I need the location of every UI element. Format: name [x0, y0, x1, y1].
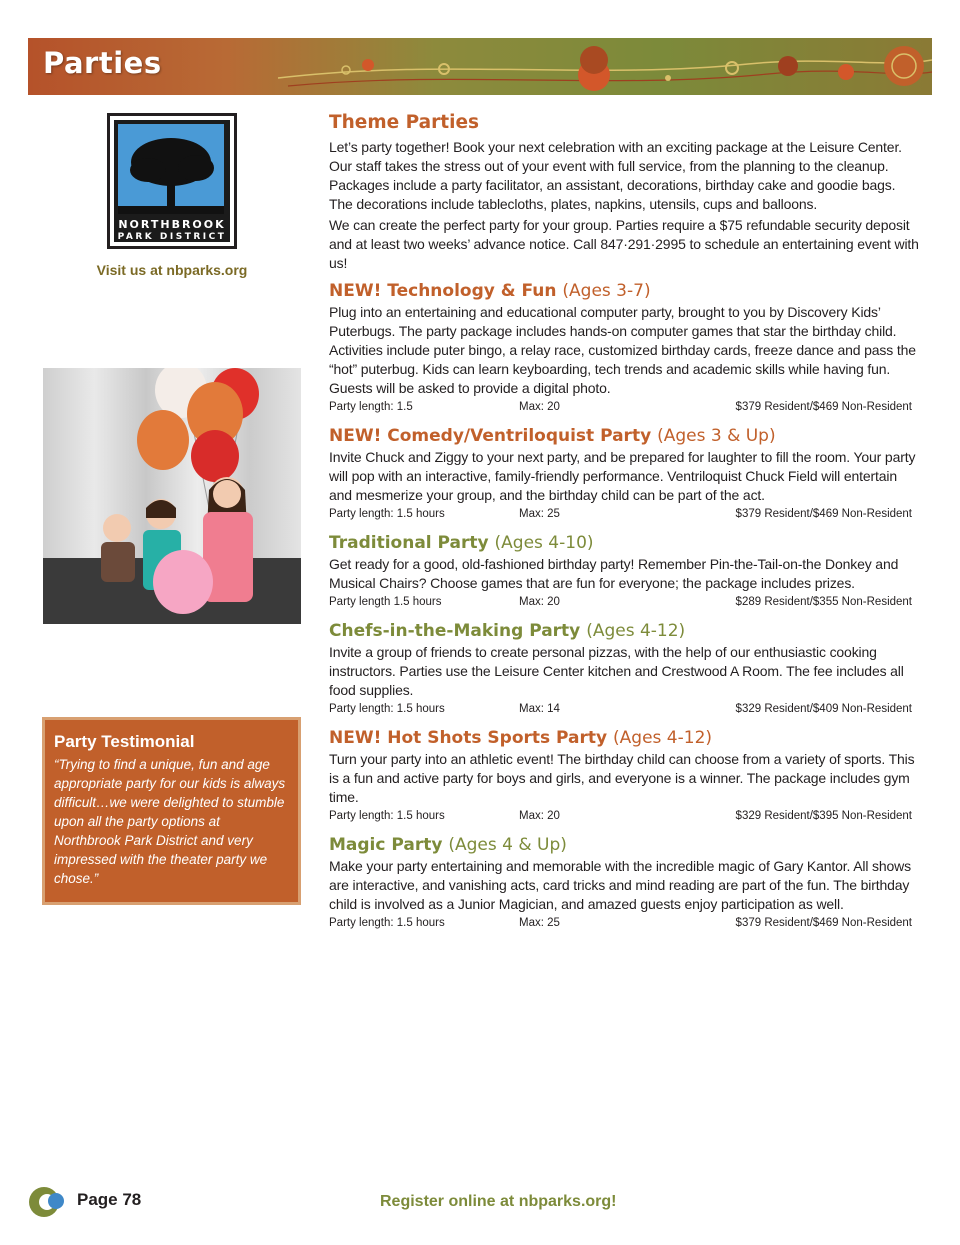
party-details: [329, 595, 919, 613]
main-content: [329, 110, 919, 934]
party-max: Max: 20: [519, 596, 560, 608]
party-description: Make your party entertaining and memorable with the incredible magic of Gary Kantor. All shows are interactive, and vanishing acts, card tricks and mind reading are part of the fun. The birthday child is involved as a Junior Magician, and amazed guests enjoy participation as well.: [329, 858, 911, 912]
testimonial-quote: “Trying to find a unique, fun and age appropriate party for our kids is always difficult…we were delighted to stumble upon all the party options at Northbrook Park District and very impressed with the theater party we chose.”: [54, 757, 286, 886]
party-comedy-ventriloquist: [329, 424, 919, 525]
party-description: Invite Chuck and Ziggy to your next party, and be prepared for laughter to fill the room. Your party will pop with an interactive, family-friendly performance. Ventriloquist Chuck Field will entertain and mesmerize your group, and the birthday child can be part of the act.: [329, 449, 916, 503]
party-price: $379 Resident/$469 Non-Resident: [735, 401, 912, 413]
party-description: Get ready for a good, old-fashioned birthday party! Remember Pin-the-Tail-on-the Donkey and Musical Chairs? Choose games that are fun for everyone; the package includes prizes.: [329, 556, 899, 591]
party-length: Party length: 1.5 hours: [329, 810, 445, 822]
party-ages: (Ages 3 & Up): [657, 426, 776, 446]
logo-text-park-district: PARK DISTRICT: [117, 232, 227, 242]
visit-website-link[interactable]: Visit us at nbparks.org: [96, 262, 248, 278]
party-chefs-in-the-making: [329, 619, 919, 720]
logo-text-northbrook: NORTHBROOK: [118, 218, 226, 231]
party-length: Party length: 1.5: [329, 401, 413, 413]
party-price: $289 Resident/$355 Non-Resident: [735, 596, 912, 608]
party-details: [329, 809, 919, 827]
party-details: [329, 507, 919, 525]
party-price: $379 Resident/$469 Non-Resident: [735, 917, 912, 929]
party-ages: (Ages 4-12): [613, 728, 713, 748]
page-title: Parties: [43, 46, 162, 80]
party-traditional: [329, 531, 919, 613]
intro-paragraph: Let’s party together! Book your next celebration with an exciting package at the Leisure Center. Our staff takes the stress out of your event with full service, from the planning to the cleanup. Packages include a party facilitator, an assistant, decorations, birthday cake and goodie bags. The decorations include tablecloths, plates, napkins, utensils, cups and balloons.: [329, 139, 902, 212]
party-length: Party length 1.5 hours: [329, 596, 442, 608]
party-name: Traditional Party: [329, 533, 489, 553]
party-details: [329, 400, 919, 418]
party-max: Max: 14: [519, 703, 560, 715]
register-online-link[interactable]: Register online at nbparks.org!: [380, 1193, 617, 1210]
party-details: [329, 702, 919, 720]
party-max: Max: 25: [519, 917, 560, 929]
intro-paragraph: We can create the perfect party for your group. Parties require a $75 refundable security deposit and at least two weeks’ advance notice. Call 847·291·2995 to schedule an entertaining event with us!: [329, 217, 919, 271]
page-banner: [28, 38, 932, 95]
section-title: Theme Parties: [329, 112, 480, 133]
party-length: Party length: 1.5 hours: [329, 703, 445, 715]
party-length: Party length: 1.5 hours: [329, 508, 445, 520]
photo-illustration: [43, 368, 301, 624]
party-name: Magic Party: [329, 835, 443, 855]
party-price: $329 Resident/$409 Non-Resident: [735, 703, 912, 715]
page-number: Page 78: [77, 1190, 142, 1209]
party-name: NEW! Technology & Fun: [329, 281, 557, 301]
party-name: NEW! Comedy/Ventriloquist Party: [329, 426, 652, 446]
party-magic: [329, 833, 919, 934]
party-max: Max: 25: [519, 508, 560, 520]
party-ages: (Ages 4-12): [586, 621, 686, 641]
banner-decoration: [28, 38, 932, 95]
party-price: $329 Resident/$395 Non-Resident: [735, 810, 912, 822]
party-description: Invite a group of friends to create personal pizzas, with the help of our enthusiastic cooking instructors. Parties use the Leisure Center kitchen and Crestwood A Room. The fee includes all food supplies.: [329, 644, 904, 698]
party-ages: (Ages 4-10): [494, 533, 594, 553]
swirl-logo-icon: [28, 1185, 72, 1219]
oak-tree-icon: [118, 124, 224, 214]
party-length: Party length: 1.5 hours: [329, 917, 445, 929]
kids-with-balloons-photo: [43, 368, 301, 624]
party-name: Chefs-in-the-Making Party: [329, 621, 581, 641]
party-description: Turn your party into an athletic event! The birthday child can choose from a variety of sports. This is a fun and active party for boys and girls, and everyone is a winner. The package includes gym time.: [329, 751, 915, 805]
party-name: NEW! Hot Shots Sports Party: [329, 728, 608, 748]
party-details: [329, 916, 919, 934]
party-technology-fun: [329, 279, 919, 418]
party-description: Plug into an entertaining and educational computer party, brought to you by Discovery Kids’ Puterbugs. The party package includes hands-on computer games that star the birthday child. Activities include puter bingo, a relay race, customized birthday cards, freeze dance and pass the “hot” puterbug. Kids can learn keyboarding, tech trends and academic skills while having fun. Guests will be asked to provide a digital photo.: [329, 304, 916, 396]
northbrook-logo: [107, 113, 237, 249]
party-ages: (Ages 4 & Up): [448, 835, 567, 855]
party-max: Max: 20: [519, 401, 560, 413]
party-ages: (Ages 3-7): [562, 281, 651, 301]
party-price: $379 Resident/$469 Non-Resident: [735, 508, 912, 520]
party-testimonial-box: [42, 717, 301, 905]
testimonial-heading: Party Testimonial: [54, 732, 195, 751]
party-max: Max: 20: [519, 810, 560, 822]
party-hot-shots-sports: [329, 726, 919, 827]
